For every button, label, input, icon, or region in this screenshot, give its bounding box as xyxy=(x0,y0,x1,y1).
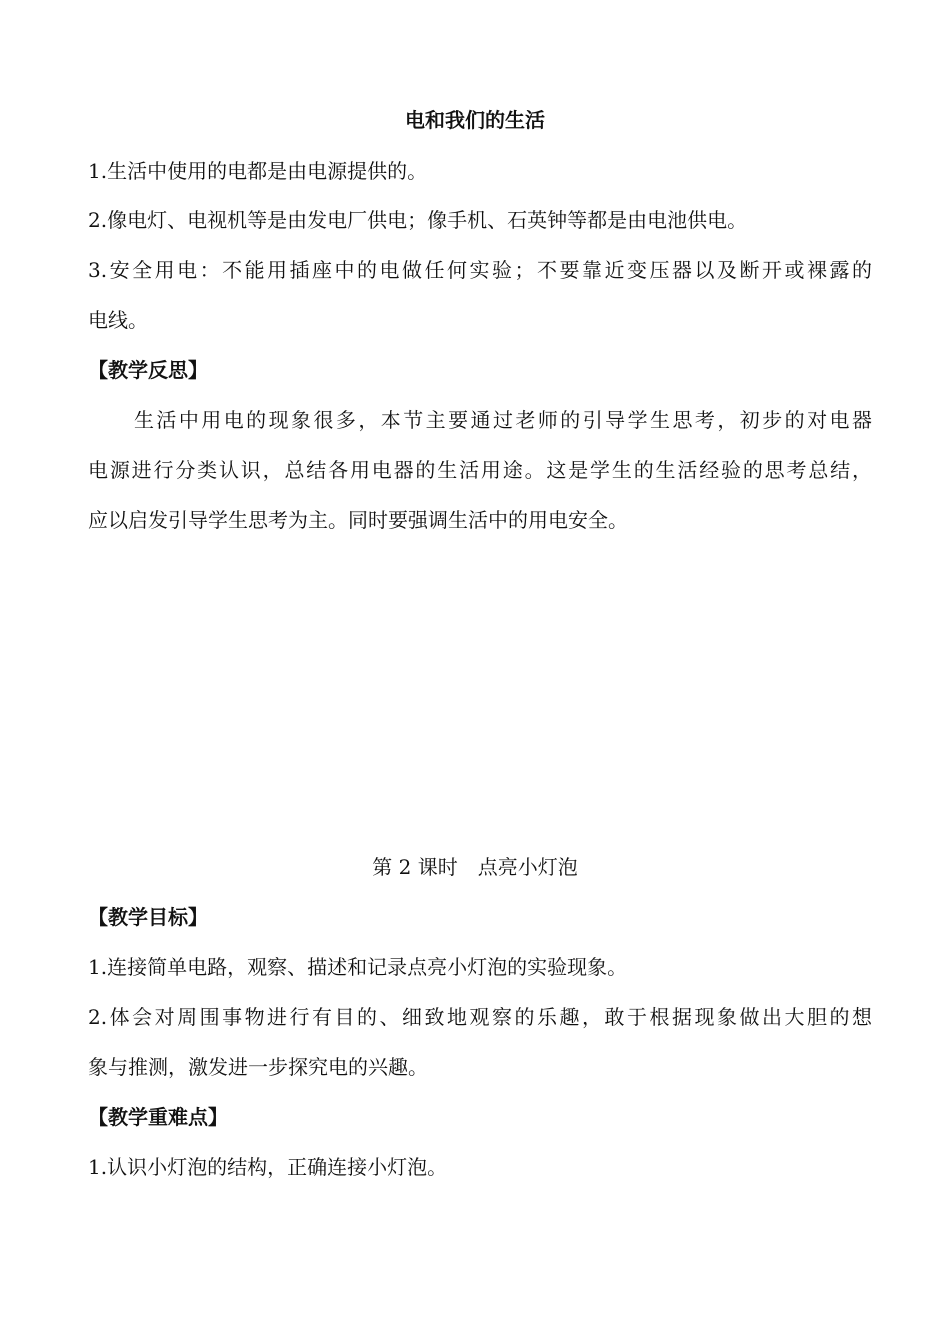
section-title-lesson-2: 第 2 课时 点亮小灯泡 xyxy=(372,855,578,879)
list-item: 1.生活中使用的电都是由电源提供的。 xyxy=(88,159,428,183)
paragraph-line: 应以启发引导学生思考为主。同时要强调生活中的用电安全。 xyxy=(88,508,628,532)
list-item: 2.像电灯、电视机等是由发电厂供电；像手机、石英钟等都是由电池供电。 xyxy=(88,208,748,232)
paragraph-line: 生活中用电的现象很多，本节主要通过老师的引导学生思考，初步的对电器 xyxy=(134,408,872,432)
paragraph-line: 电源进行分类认识，总结各用电器的生活用途。这是学生的生活经验的思考总结， xyxy=(88,458,872,482)
reflection-heading: 【教学反思】 xyxy=(88,358,208,382)
goals-heading: 【教学目标】 xyxy=(88,905,208,929)
list-item: 1.连接简单电路，观察、描述和记录点亮小灯泡的实验现象。 xyxy=(88,955,628,979)
list-item: 电线。 xyxy=(88,308,148,332)
list-item: 2.体会对周围事物进行有目的、细致地观察的乐趣，敢于根据现象做出大胆的想 xyxy=(88,1005,872,1029)
list-item: 3.安全用电：不能用插座中的电做任何实验；不要靠近变压器以及断开或裸露的 xyxy=(88,258,872,282)
section-title-electricity-life: 电和我们的生活 xyxy=(405,108,545,132)
list-item: 象与推测，激发进一步探究电的兴趣。 xyxy=(88,1055,428,1079)
list-item: 1.认识小灯泡的结构，正确连接小灯泡。 xyxy=(88,1155,448,1179)
key-points-heading: 【教学重难点】 xyxy=(88,1105,228,1129)
